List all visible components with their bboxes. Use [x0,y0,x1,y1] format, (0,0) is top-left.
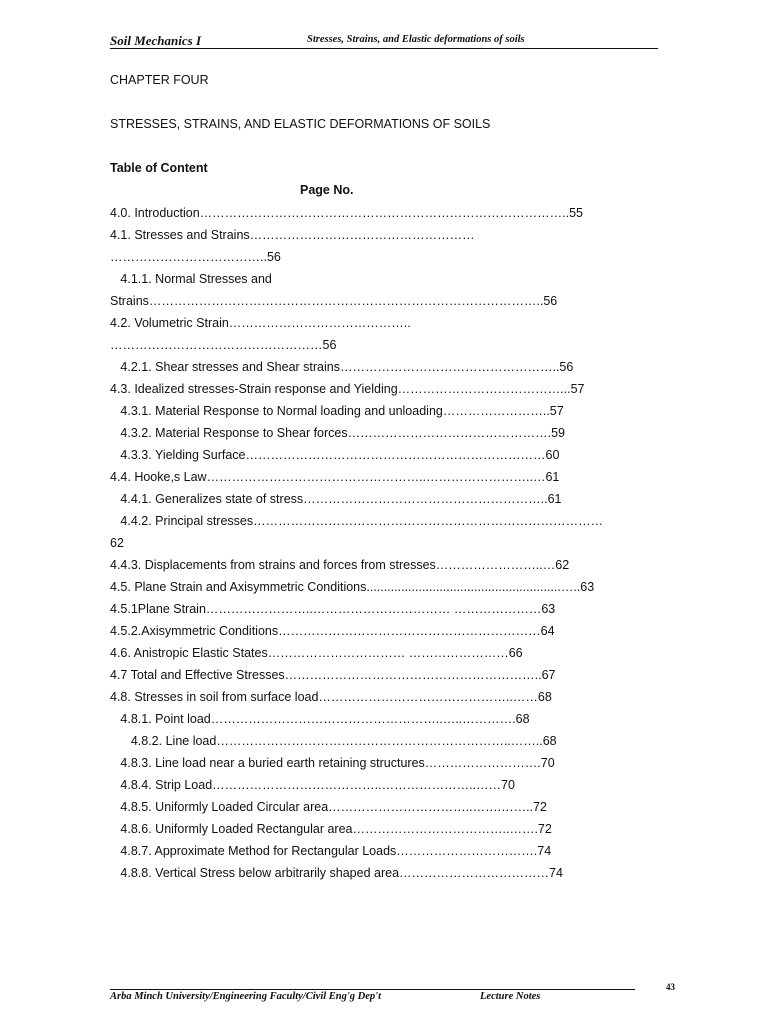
toc-entry: 4.2.1. Shear stresses and Shear strains……………………………………………..56 [110,360,574,374]
page-no-label: Page No. [300,183,354,197]
toc-entry: 4.3. Idealized stresses-Strain response and Yielding…………………………………...57 [110,382,585,396]
toc-entry: 4.4.2. Principal stresses………………………………………………………………………… [110,514,604,528]
toc-entry: 4.5.2.Axisymmetric Conditions………………………………………………………64 [110,624,555,638]
toc-entry: 4.4. Hooke,s Law……………………………………………..……………………..…61 [110,470,560,484]
toc-entry: ………………………………..56 [110,250,281,264]
toc-entry: 4.6. Anistropic Elastic States…………………………… ……………………66 [110,646,523,660]
toc-list [110,205,670,887]
toc-entry: 4.3.3. Yielding Surface………………………………………………………………60 [110,448,560,462]
toc-entry: 4.3.1. Material Response to Normal loading and unloading……………………..57 [110,404,564,418]
toc-entry: 4.3.2. Material Response to Shear forces………………………………………….59 [110,426,565,440]
chapter-number: CHAPTER FOUR [110,73,209,87]
toc-entry: 4.2. Volumetric Strain…………………………………….. [110,316,411,330]
toc-title: Table of Content [110,161,208,175]
toc-entry: 4.1. Stresses and Strains……………………………………………… [110,228,475,242]
toc-entry: 4.5.1Plane Strain……………………..…………………………… …………………63 [110,602,556,616]
toc-entry: 4.8.2. Line load……………………………………………………………..……..68 [110,734,557,748]
toc-entry: 4.8.3. Line load near a buried earth retaining structures……………………….70 [110,756,555,770]
toc-entry: 4.8.4. Strip Load…………………………………..…………………..……70 [110,778,515,792]
toc-entry: 4.8. Stresses in soil from surface load………………………………………..……68 [110,690,552,704]
toc-entry: 4.4.1. Generalizes state of stress…………………………………………………..61 [110,492,562,506]
chapter-title: STRESSES, STRAINS, AND ELASTIC DEFORMATIONS OF SOILS [110,117,491,131]
footer-institution: Arba Minch University/Engineering Faculty/Civil Eng'g Dep't [110,991,381,1002]
toc-entry: ……………………………………………56 [110,338,337,352]
toc-entry: 4.8.7. Approximate Method for Rectangular Loads…………………………….74 [110,844,552,858]
footer-rule [110,989,635,990]
footer-lecture-notes: Lecture Notes [480,991,541,1002]
toc-entry: 4.8.5. Uniformly Loaded Circular area……………………………..…….……..72 [110,800,547,814]
toc-entry: 4.4.3. Displacements from strains and forces from stresses……………………..…62 [110,558,570,572]
toc-entry: 4.7 Total and Effective Stresses……………………………………………………..67 [110,668,556,682]
toc-entry: 62 [110,536,124,550]
header-chapter-title: Stresses, Strains, and Elastic deformations of soils [307,34,525,45]
toc-entry: 4.8.8. Vertical Stress below arbitrarily shaped area………………………………74 [110,866,563,880]
toc-entry: 4.0. Introduction……………………………………………………………………………..55 [110,206,583,220]
toc-entry: Strains…………………………………………………………………………………..56 [110,294,558,308]
toc-entry: 4.1.1. Normal Stresses and [110,272,272,286]
toc-entry: 4.8.1. Point load………………………………………………..…..………….68 [110,712,530,726]
toc-entry: 4.5. Plane Strain and Axisymmetric Conditions........................................................…..63 [110,580,595,594]
header-subject: Soil Mechanics I [110,33,202,48]
header-rule [110,48,658,49]
page-number: 43 [666,982,675,992]
running-header [110,33,658,49]
toc-entry: 4.8.6. Uniformly Loaded Rectangular area………………………………..…….72 [110,822,552,836]
